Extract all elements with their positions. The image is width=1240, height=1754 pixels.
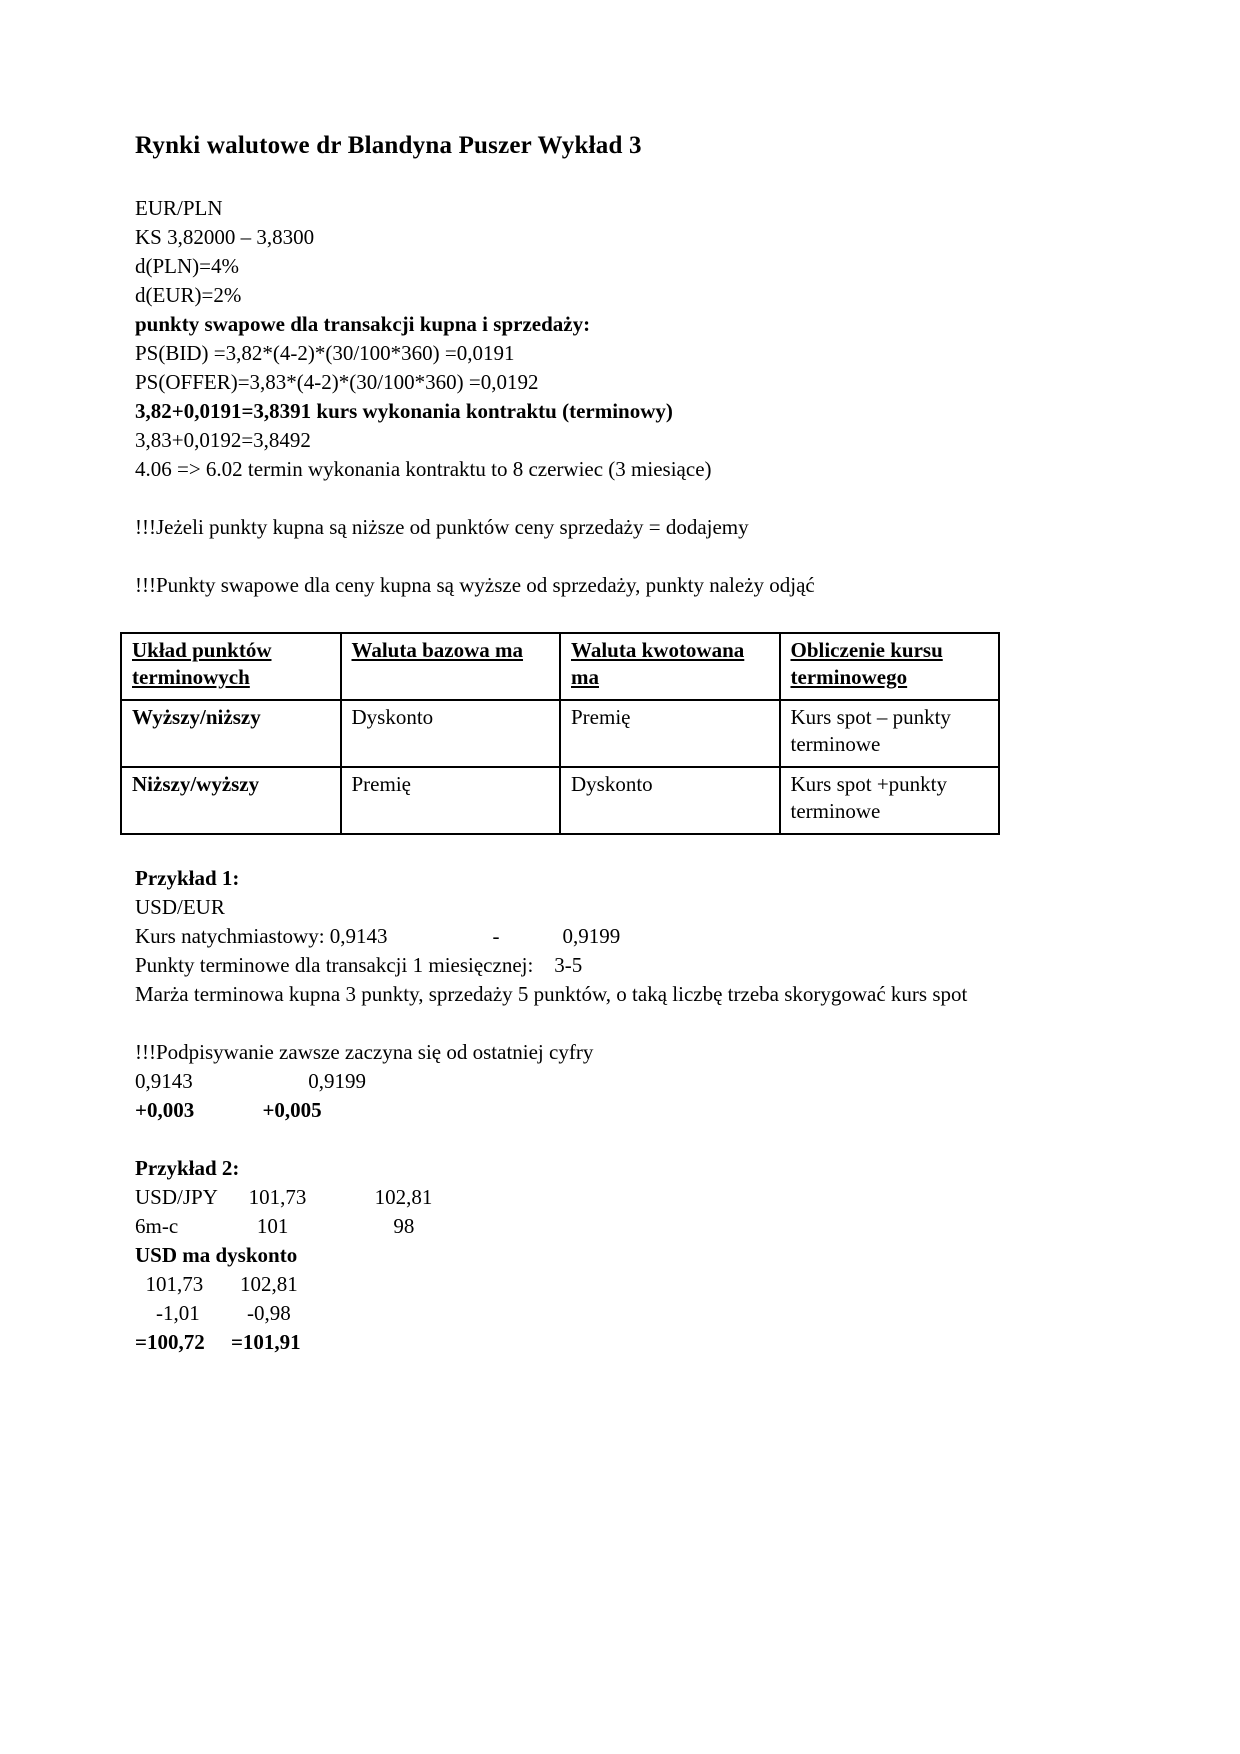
spot-rate-line: KS 3,82000 – 3,8300	[135, 225, 315, 249]
table-cell: Niższy/wyższy	[121, 767, 341, 834]
example2-discount-line: USD ma dyskonto	[135, 1243, 298, 1267]
forward-rate-bold-line: 3,82+0,0191=3,8391 kurs wykonania kontraktu (terminowy)	[135, 399, 673, 423]
table-cell: Premię	[341, 767, 561, 834]
table-cell: Premię	[560, 700, 780, 767]
table-cell: Kurs spot +punkty terminowe	[780, 767, 1000, 834]
example2-block	[135, 1183, 1110, 1270]
eur-rate-line: d(EUR)=2%	[135, 283, 242, 307]
example1-block	[135, 893, 1110, 1009]
pln-rate-line: d(PLN)=4%	[135, 254, 239, 278]
example1-note: !!!Podpisywanie zawsze zaczyna się od ostatniej cyfry	[135, 1040, 594, 1064]
table-header-cell: Waluta kwotowana ma	[560, 633, 780, 700]
pair-label: EUR/PLN	[135, 196, 223, 220]
table-header-cell: Waluta bazowa ma	[341, 633, 561, 700]
example2-calc-block	[135, 1270, 1110, 1357]
example2-calc-result: =100,72 =101,91	[135, 1330, 301, 1354]
example2-heading: Przykład 2:	[135, 1156, 240, 1180]
table-cell: Wyższy/niższy	[121, 700, 341, 767]
ps-offer-line: PS(OFFER)=3,83*(4-2)*(30/100*360) =0,0192	[135, 370, 539, 394]
term-line: 4.06 => 6.02 termin wykonania kontraktu to 8 czerwiec (3 miesiące)	[135, 457, 712, 481]
table-cell: Dyskonto	[341, 700, 561, 767]
example2-calc-rates: 101,73 102,81	[135, 1272, 298, 1296]
example1-heading: Przykład 1:	[135, 866, 240, 890]
table-cell: Kurs spot – punkty terminowe	[780, 700, 1000, 767]
note-subtract: !!!Punkty swapowe dla ceny kupna są wyższe od sprzedaży, punkty należy odjąć	[135, 573, 815, 597]
note-add: !!!Jeżeli punkty kupna są niższe od punktów ceny sprzedaży = dodajemy	[135, 515, 749, 539]
example1-margin-line: Marża terminowa kupna 3 punkty, sprzedaży 5 punktów, o taką liczbę trzeba skorygować kurs spot	[135, 982, 968, 1006]
example1-spot-line: Kurs natychmiastowy: 0,9143 - 0,9199	[135, 924, 621, 948]
swap-points-heading: punkty swapowe dla transakcji kupna i sprzedaży:	[135, 312, 591, 336]
example1-calc-rates: 0,9143 0,9199	[135, 1069, 366, 1093]
intro-block	[135, 194, 1110, 484]
example1-calc-points: +0,003 +0,005	[135, 1098, 322, 1122]
example1-pair: USD/EUR	[135, 895, 225, 919]
ps-bid-line: PS(BID) =3,82*(4-2)*(30/100*360) =0,0191	[135, 341, 515, 365]
example2-calc-points: -1,01 -0,98	[135, 1301, 291, 1325]
table-header-row	[121, 633, 999, 700]
document-title: Rynki walutowe dr Blandyna Puszer Wykład 3	[135, 132, 642, 159]
table-header-cell: Obliczenie kursu terminowego	[780, 633, 1000, 700]
table-header-cell: Układ punktów terminowych	[121, 633, 341, 700]
forward-points-table	[120, 632, 1000, 835]
example2-pair-line: USD/JPY 101,73 102,81	[135, 1185, 433, 1209]
example1-points-line: Punkty terminowe dla transakcji 1 miesięcznej: 3-5	[135, 953, 583, 977]
table-row	[121, 700, 999, 767]
table-row	[121, 767, 999, 834]
table-cell: Dyskonto	[560, 767, 780, 834]
example2-term-line: 6m-c 101 98	[135, 1214, 415, 1238]
forward-rate-line: 3,83+0,0192=3,8492	[135, 428, 311, 452]
example1-calc-block	[135, 1067, 1110, 1125]
